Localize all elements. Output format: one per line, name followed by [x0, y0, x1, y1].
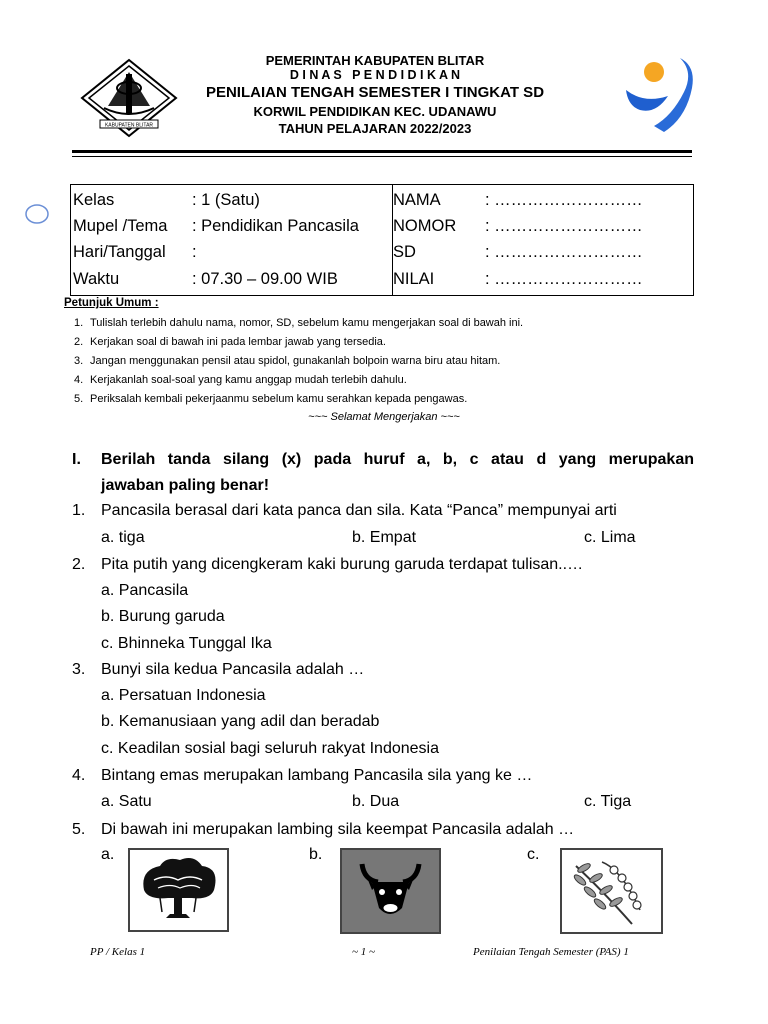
- option-c[interactable]: c. Bhinneka Tunggal Ika: [101, 635, 272, 652]
- header-dinas: D I N A S P E N D I D I K A N: [289, 68, 461, 82]
- info-field-nilai[interactable]: : ………………………: [485, 270, 643, 288]
- question-number: 5.: [72, 821, 86, 838]
- info-field-nama[interactable]: : ………………………: [485, 191, 643, 209]
- option-b[interactable]: b. Empat: [352, 529, 417, 546]
- info-value-waktu: : 07.30 – 09.00 WIB: [192, 270, 338, 288]
- instruction-item: 5. Periksalah kembali pekerjaanmu sebelum kamu serahkan kepada pengawas.: [74, 393, 468, 405]
- header-divider-thin: [72, 156, 692, 157]
- instruction-item: 1. Tulislah terlebih dahulu nama, nomor, SD, sebelum kamu mengerjakan soal di bawah ini.: [74, 317, 524, 329]
- section-instruction-line1: Berilah tanda silang (x) pada huruf a, b, c atau d yang merupakan: [101, 451, 694, 468]
- instruction-item: 4. Kerjakanlah soal-soal yang kamu anggap mudah terlebih dahulu.: [74, 374, 407, 386]
- info-label-nilai: NILAI: [393, 270, 435, 288]
- option-a[interactable]: a. Satu: [101, 793, 152, 810]
- option-b[interactable]: b. Burung garuda: [101, 608, 225, 625]
- info-label-nomor: NOMOR: [393, 217, 457, 235]
- info-field-nomor[interactable]: : ………………………: [485, 217, 643, 235]
- option-b[interactable]: b.: [309, 846, 323, 863]
- bull-head-icon: [342, 850, 439, 932]
- tut-wuri-figure-logo: [622, 52, 696, 136]
- question-text: Bunyi sila kedua Pancasila adalah …: [101, 661, 365, 678]
- option-a[interactable]: a. tiga: [101, 529, 145, 546]
- header-divider-thick: [72, 150, 692, 153]
- info-label-hari: Hari/Tanggal: [73, 243, 166, 261]
- header-korwil: KORWIL PENDIDIKAN KEC. UDANAWU: [253, 104, 497, 119]
- info-value-kelas: : 1 (Satu): [192, 191, 260, 209]
- info-label-sd: SD: [393, 243, 416, 261]
- banyan-tree-icon: [130, 850, 227, 930]
- info-field-sd[interactable]: : ………………………: [485, 243, 643, 261]
- option-c[interactable]: c. Lima: [584, 529, 636, 546]
- instructions-title: Petunjuk Umum :: [64, 297, 159, 309]
- footer-page-number: ~ 1 ~: [352, 946, 375, 958]
- rice-cotton-icon: [562, 850, 661, 932]
- option-c-rice-cotton-image[interactable]: [560, 848, 663, 934]
- option-a[interactable]: a.: [101, 846, 115, 863]
- closing-greeting: ~~~ Selamat Mengerjakan ~~~: [308, 411, 460, 423]
- info-value-hari: :: [192, 243, 197, 261]
- option-b[interactable]: b. Dua: [352, 793, 400, 810]
- question-number: 3.: [72, 661, 86, 678]
- option-c[interactable]: c. Tiga: [584, 793, 632, 810]
- info-label-mupel: Mupel /Tema: [73, 217, 168, 235]
- instruction-item: 3. Jangan menggunakan pensil atau spidol, gunakanlah bolpoin warna biru atau hitam.: [74, 355, 501, 367]
- question-text: Bintang emas merupakan lambang Pancasila sila yang ke …: [101, 767, 533, 784]
- header-exam-title: PENILAIAN TENGAH SEMESTER I TINGKAT SD: [205, 84, 545, 101]
- header-school-year: TAHUN PELAJARAN 2022/2023: [278, 121, 472, 136]
- option-c[interactable]: c.: [527, 846, 540, 863]
- margin-circle-icon: [24, 203, 50, 225]
- option-b-bull-head-image[interactable]: [340, 848, 441, 934]
- student-info-box: [70, 184, 694, 296]
- svg-text:KABUPATEN BLITAR: KABUPATEN BLITAR: [104, 122, 154, 129]
- header-government: PEMERINTAH KABUPATEN BLITAR: [265, 53, 485, 68]
- instruction-item: 2. Kerjakan soal di bawah ini pada lembar jawab yang tersedia.: [74, 336, 386, 348]
- info-label-nama: NAMA: [393, 191, 441, 209]
- question-number: 2.: [72, 556, 86, 573]
- option-a[interactable]: a. Persatuan Indonesia: [101, 687, 266, 704]
- question-text: Di bawah ini merupakan lambing sila keempat Pancasila adalah …: [101, 821, 575, 838]
- option-b[interactable]: b. Kemanusiaan yang adil dan beradab: [101, 713, 380, 730]
- footer-left: PP / Kelas 1: [90, 946, 146, 958]
- option-c[interactable]: c. Keadilan sosial bagi seluruh rakyat Indonesia: [101, 740, 439, 757]
- section-number: I.: [72, 451, 81, 468]
- question-text: Pancasila berasal dari kata panca dan sila. Kata “Panca” mempunyai arti: [101, 502, 617, 519]
- info-label-waktu: Waktu: [73, 270, 120, 288]
- question-number: 1.: [72, 502, 86, 519]
- option-a[interactable]: a. Pancasila: [101, 582, 189, 599]
- question-text: Pita putih yang dicengkeram kaki burung garuda terdapat tulisan..…: [101, 556, 584, 573]
- info-label-kelas: Kelas: [73, 191, 115, 209]
- footer-right: Penilaian Tengah Semester (PAS) 1: [473, 946, 629, 958]
- question-number: 4.: [72, 767, 86, 784]
- info-value-mupel: : Pendidikan Pancasila: [192, 217, 359, 235]
- option-a-banyan-tree-image[interactable]: [128, 848, 229, 932]
- section-instruction-line2: jawaban paling benar!: [101, 477, 270, 494]
